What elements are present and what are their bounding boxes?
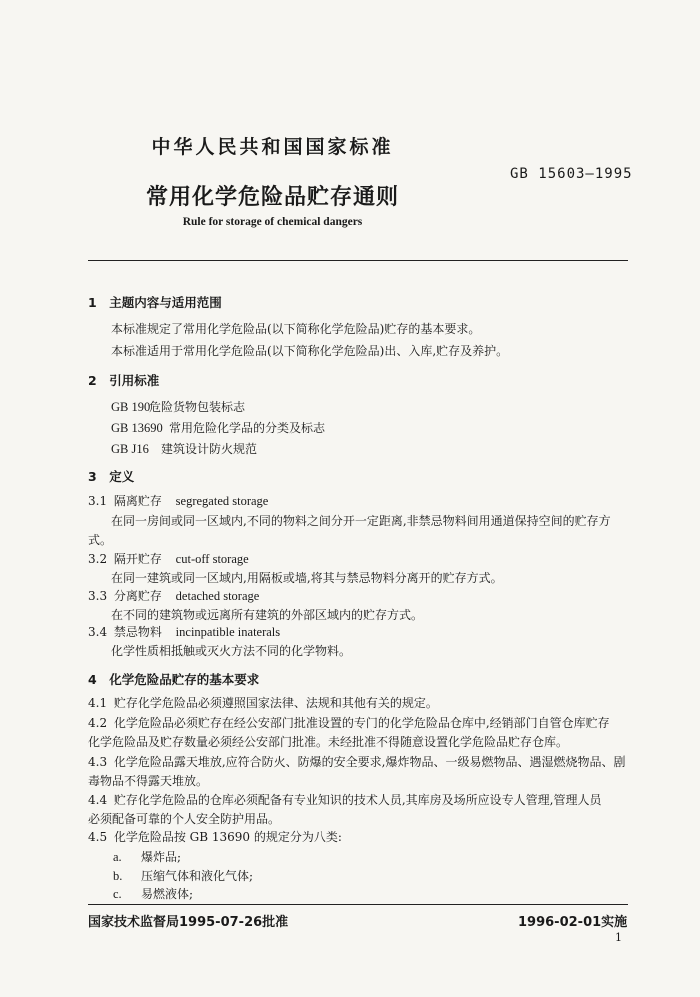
reference-code: GB 190 bbox=[111, 400, 151, 414]
reference-code: GB 13690 bbox=[111, 421, 163, 435]
requirement-item bbox=[88, 714, 610, 731]
definition-text: 在同一房间或同一区域内,不同的物料之间分开一定距离,非禁忌物料间用通道保持空间的贮存方 bbox=[111, 514, 611, 528]
reference-item bbox=[111, 398, 245, 415]
section-1-paragraph-1: 本标准规定了常用化学危险品(以下简称化学危险品)贮存的基本要求。 bbox=[111, 322, 481, 336]
approval-date: 国家技术监督局1995-07-26批准 bbox=[88, 915, 289, 930]
requirement-item bbox=[88, 753, 625, 770]
reference-item bbox=[111, 419, 325, 436]
reference-name: 常用危险化学品的分类及标志 bbox=[169, 421, 326, 435]
section-3-heading: 3 定义 bbox=[88, 469, 135, 484]
definition-number: 3.2 bbox=[88, 552, 108, 566]
definition-number: 3.1 bbox=[88, 494, 108, 508]
requirement-item bbox=[88, 791, 601, 808]
definition-term: 禁忌物料 bbox=[113, 625, 162, 639]
class-name: 压缩气体和液化气体; bbox=[141, 869, 254, 883]
header-divider bbox=[88, 260, 628, 261]
class-list-item bbox=[113, 885, 193, 902]
requirement-text-continued: 化学危险品及贮存数量必须经公安部门批准。未经批准不得随意设置化学危险品贮存仓库。 bbox=[88, 735, 569, 749]
definition-text: 化学性质相抵触或灭火方法不同的化学物料。 bbox=[111, 644, 352, 658]
class-list-item bbox=[113, 867, 253, 884]
definition-number: 3.4 bbox=[88, 625, 108, 639]
requirement-text: 化学危险品必须贮存在经公安部门批准设置的专门的化学危险品仓库中,经销部门自管仓库贮存 bbox=[113, 716, 610, 730]
document-title: 常用化学危险品贮存通则 bbox=[145, 185, 399, 210]
class-list-item bbox=[113, 848, 181, 865]
reference-code: GB J16 bbox=[111, 442, 149, 456]
definition-term-line bbox=[88, 492, 268, 509]
requirement-text: 贮存化学危险品的仓库必须配备有专业知识的技术人员,其库房及场所应设专人管理,管理人员 bbox=[113, 793, 602, 807]
document-subtitle-english: Rule for storage of chemical dangers bbox=[182, 216, 363, 228]
requirement-text: 化学危险品按 GB 13690 的规定分为八类: bbox=[113, 830, 342, 844]
requirement-number: 4.3 bbox=[88, 755, 108, 769]
requirement-number: 4.4 bbox=[88, 793, 108, 807]
page-number: 1 bbox=[615, 931, 622, 944]
definition-term-line bbox=[88, 623, 280, 640]
definition-term-line bbox=[88, 550, 249, 567]
standard-number: GB 15603—1995 bbox=[510, 166, 633, 182]
requirement-number: 4.5 bbox=[88, 830, 108, 844]
class-name: 易燃液体; bbox=[141, 887, 194, 901]
standard-type-heading: 中华人民共和国国家标准 bbox=[151, 136, 394, 158]
section-1-heading: 1 主题内容与适用范围 bbox=[88, 295, 222, 310]
requirement-number: 4.2 bbox=[88, 716, 108, 730]
definition-text-continued: 式。 bbox=[88, 533, 113, 547]
requirement-item bbox=[88, 828, 342, 845]
requirement-text: 贮存化学危险品必须遵照国家法律、法规和其他有关的规定。 bbox=[113, 696, 438, 710]
reference-name: 危险货物包装标志 bbox=[149, 400, 246, 414]
definition-term-english: cut-off storage bbox=[175, 552, 249, 566]
definition-term-english: detached storage bbox=[175, 589, 260, 603]
footer-divider bbox=[88, 904, 628, 905]
definition-term-line bbox=[88, 587, 259, 604]
definition-term: 隔开贮存 bbox=[113, 552, 162, 566]
section-1-paragraph-2: 本标准适用于常用化学危险品(以下简称化学危险品)出、入库,贮存及养护。 bbox=[111, 344, 509, 358]
requirement-item bbox=[88, 694, 438, 711]
section-2-heading: 2 引用标准 bbox=[88, 373, 160, 388]
class-name: 爆炸品; bbox=[141, 850, 182, 864]
definition-term: 分离贮存 bbox=[113, 589, 162, 603]
definition-number: 3.3 bbox=[88, 589, 108, 603]
requirement-text-continued: 必须配备可靠的个人安全防护用品。 bbox=[88, 812, 281, 826]
definition-term-english: incinpatible inaterals bbox=[175, 625, 281, 639]
reference-name: 建筑设计防火规范 bbox=[161, 442, 258, 456]
class-letter: b. bbox=[113, 869, 123, 883]
definition-term: 隔离贮存 bbox=[113, 494, 162, 508]
definition-term-english: segregated storage bbox=[175, 494, 269, 508]
requirement-text: 化学危险品露天堆放,应符合防火、防爆的安全要求,爆炸物品、一级易燃物品、遇湿燃烧物品、剧 bbox=[113, 755, 626, 769]
class-letter: a. bbox=[113, 850, 122, 864]
requirement-text-continued: 毒物品不得露天堆放。 bbox=[88, 774, 209, 788]
definition-text: 在不同的建筑物或远离所有建筑的外部区域内的贮存方式。 bbox=[111, 608, 424, 622]
requirement-number: 4.1 bbox=[88, 696, 108, 710]
definition-text: 在同一建筑或同一区域内,用隔板或墙,将其与禁忌物料分离开的贮存方式。 bbox=[111, 571, 503, 585]
reference-item bbox=[111, 440, 257, 457]
section-4-heading: 4 化学危险品贮存的基本要求 bbox=[88, 672, 260, 687]
class-letter: c. bbox=[113, 887, 122, 901]
implementation-date: 1996-02-01实施 bbox=[518, 915, 628, 930]
